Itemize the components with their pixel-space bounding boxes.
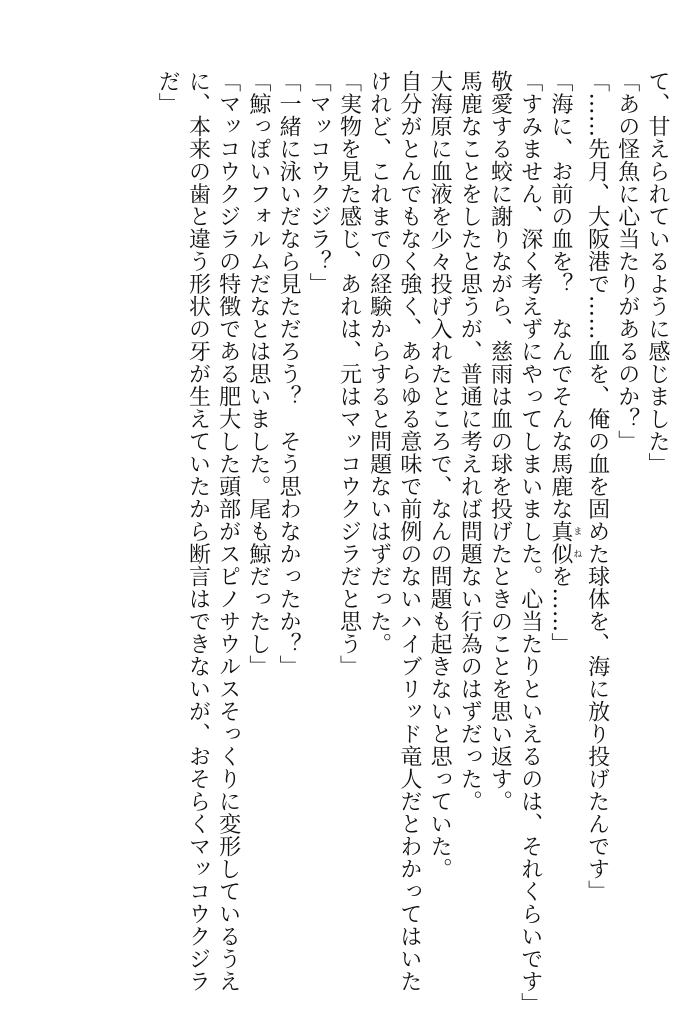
text-line: 「一緒に泳いだなら見ただろう？ そう思わなかったか？」	[276, 70, 302, 678]
text-line: 「マッコウクジラ？」	[306, 70, 332, 295]
text-line: 大海原に血液を少々投げ入れたところで、なんの問題も起きないと思っていた。	[427, 70, 453, 880]
text-line: 「あの怪魚に心当たりがあるのか？」	[614, 70, 640, 453]
ruby-base: 真似	[547, 520, 573, 565]
text-line: だ」	[155, 70, 181, 115]
text-line: 「実物を見た感じ、あれは、元はマッコウクジラだと思う」	[336, 70, 362, 678]
text-line-segment: 「海に、お前の血を？ なんでそんな馬鹿な	[547, 70, 573, 520]
text-line: て、甘えられているように感じました」	[645, 70, 670, 475]
text-line: 馬鹿なことをしたと思うが、普通に考えれば問題ない行為のはずだった。	[457, 70, 483, 813]
text-line: に、本来の歯と違う形状の牙が生えていたから断言はできないが、おそらくマッコウクジラ	[185, 70, 211, 993]
text-line: 自分がとんでもなく強く、あらゆる意味で前例のないハイブリッド竜人だとわかってはいた	[396, 70, 422, 993]
ruby-annotation	[547, 520, 582, 565]
vertical-text-body	[152, 70, 672, 1015]
text-line-segment: を……」	[547, 565, 573, 655]
text-line: けれど、これまでの経験からすると問題ないはずだった。	[366, 70, 392, 655]
text-line-with-ruby	[545, 70, 582, 950]
text-line: 「……先月、大阪港で……血を、俺の血を固めた球体を、海に放り投げたんです」	[584, 70, 610, 903]
text-line: 「マッコウクジラの特徴である肥大した頭部がスピノサウルスそっくりに変形しているうえ	[215, 70, 241, 993]
text-line: 「すみません、深く考えずにやってしまいました。心当たりといえるのは、それくらいです」	[517, 70, 543, 1015]
text-line: 「鯨っぽいフォルムだなとは思いました。尾も鯨だったし」	[245, 70, 271, 678]
text-line: 敬愛する蛟に謝りながら、慈雨は血の球を投げたときのことを思い返す。	[487, 70, 513, 813]
ruby-reading: まね	[571, 520, 582, 565]
